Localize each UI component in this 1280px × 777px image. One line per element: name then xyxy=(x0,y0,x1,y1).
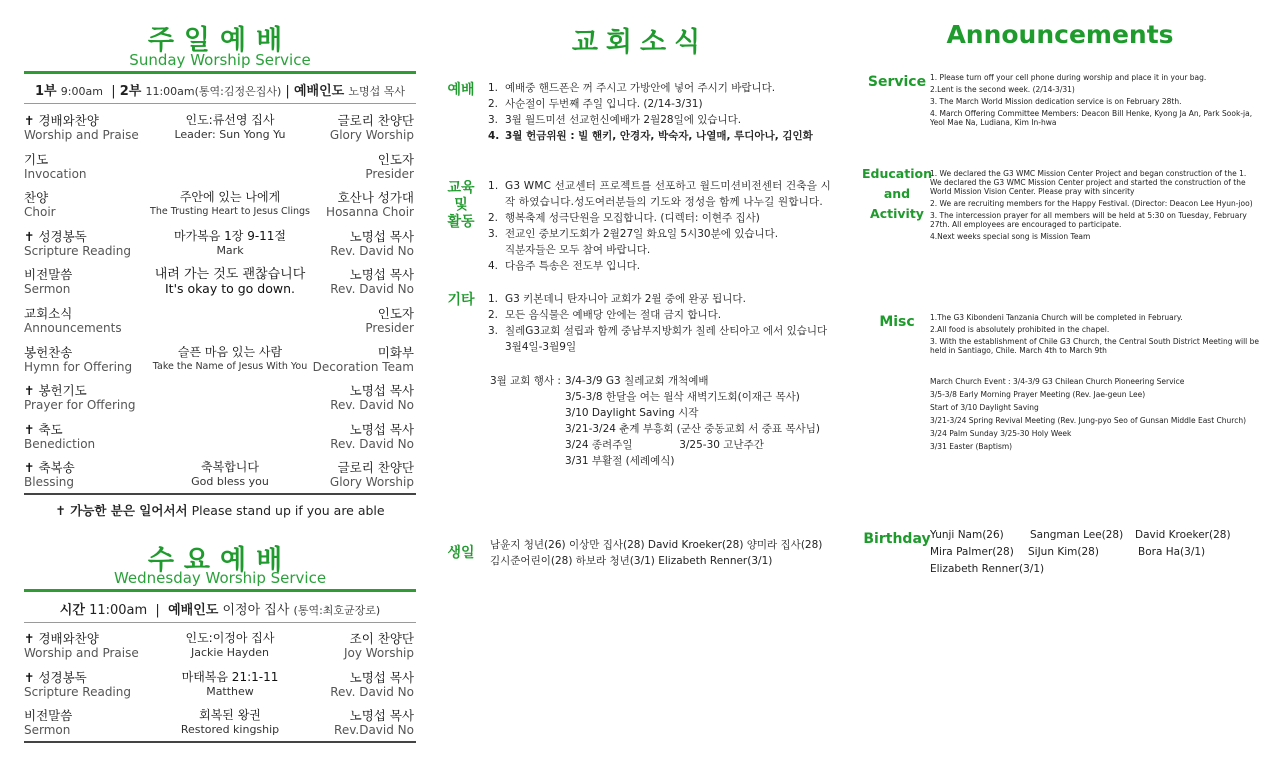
item-text: G3 키본데니 탄자니아 교회가 2월 중에 완공 됩니다. xyxy=(505,293,746,305)
order-row xyxy=(24,345,414,381)
divider xyxy=(24,493,416,495)
order-detail-kr: 인도:이정아 집사 xyxy=(185,631,275,645)
order-leader-en: Rev. David No xyxy=(330,282,414,297)
divider xyxy=(24,741,416,743)
item-text: 예배중 핸드폰은 꺼 주시고 가방안에 넣어 주시기 바랍니다. xyxy=(505,82,776,94)
announcements-title: Announcements xyxy=(946,20,1174,49)
order-row xyxy=(24,152,414,188)
order-item-en: Sermon xyxy=(24,282,71,297)
order-detail-kr: 슬픈 마음 있는 사람 xyxy=(177,344,283,359)
birthday-entry: Bora Ha(3/1) xyxy=(1138,546,1206,558)
order-leader-cell xyxy=(284,383,414,412)
event-text: 3/21-3/24 춘계 부흥회 (군산 중동교회 서 중표 목사님) xyxy=(565,423,820,435)
event-item: Start of 3/10 Daylight Saving xyxy=(930,403,1039,412)
service2-time: 11:00am(통역:김정은집사) xyxy=(145,85,282,98)
announcement-item: 1.The G3 Kibondeni Tanzania Church will be completed in February. xyxy=(930,313,1183,322)
order-item-cell xyxy=(24,631,154,660)
order-item-kr: 교회소식 xyxy=(24,306,73,321)
order-leader-en: Rev.David No xyxy=(334,723,414,738)
announcement-item: 3. With the establishment of Chile G3 Church, the Central South District Meeting will be held in Santiago, Chile. March 4th to March 9th xyxy=(930,337,1259,355)
order-item-en: Scripture Reading xyxy=(24,243,131,258)
order-item-en: Hymn for Offering xyxy=(24,359,133,374)
order-leader-cell xyxy=(284,345,414,374)
order-leader-cell xyxy=(284,113,414,142)
education-label-text: 교육 및 활동 xyxy=(447,180,475,230)
order-leader-kr: 노명섭 목사 xyxy=(349,383,414,399)
order-leader-kr: 조이 찬양단 xyxy=(349,631,414,646)
service-news-list xyxy=(488,80,834,144)
event-text: 3/31 부활절 (세례예식) xyxy=(565,455,675,467)
order-row xyxy=(24,306,414,342)
leader-name: 이정아 집사 xyxy=(222,603,290,618)
order-leader-en: Rev. David No xyxy=(330,436,414,451)
event-announcements xyxy=(930,375,1260,453)
order-detail-en: Restored kingship xyxy=(180,723,280,737)
events-heading: 3월 교회 행사 : xyxy=(490,375,561,387)
order-item-cell xyxy=(24,460,154,489)
order-detail-en: It's okay to go down. xyxy=(165,281,295,297)
order-item-cell xyxy=(24,306,154,335)
church-news-column xyxy=(440,0,840,777)
order-detail-en: The Trusting Heart to Jesus Clings xyxy=(150,206,310,218)
order-detail-kr: 내려 가는 것도 괜찮습니다 xyxy=(154,267,306,283)
announcement-item: 2. We are recruiting members for the Happy Festival. (Director: Deacon Lee Hyun-joo) xyxy=(930,199,1253,208)
order-leader-cell xyxy=(284,152,414,181)
education-announcements xyxy=(930,169,1260,244)
order-row xyxy=(24,631,414,667)
order-detail-en: God bless you xyxy=(191,475,269,489)
event-text: 3/10 Daylight Saving 시작 xyxy=(565,407,699,419)
wednesday-info: 시간 11:00am | 예배인도 이정아 집사 (통역:최호균장로) xyxy=(59,603,381,618)
order-detail-kr: 회복된 왕권 xyxy=(199,708,261,723)
order-leader-kr: 노명섭 목사 xyxy=(349,267,414,283)
interpreter: (통역:최호균장로) xyxy=(293,604,381,617)
order-item-cell xyxy=(24,708,154,737)
order-item-en: Worship and Praise xyxy=(24,646,139,660)
announcement-item: 3. The March World Mission dedication service is on February 28th. xyxy=(930,97,1182,106)
education-label xyxy=(862,164,932,224)
birthday-line: 남윤지 청년(26) 이상만 집사(28) David Kroeker(28) 양미라 집사(28) xyxy=(490,539,823,551)
service-label: Service xyxy=(867,74,927,90)
order-item-kr: ✝ 경배와찬양 xyxy=(24,113,99,128)
order-row xyxy=(24,383,414,419)
order-leader-cell xyxy=(284,229,414,258)
announcement-item: 1. Please turn off your cell phone during worship and place it in your bag. xyxy=(930,73,1207,82)
list-item-continuation: 직분자들은 모두 참여 바랍니다. xyxy=(505,244,651,256)
order-item-en: Sermon xyxy=(24,723,71,738)
sunday-title-en: Sunday Worship Service xyxy=(129,51,311,69)
birthday-entry: SiJun Kim(28) xyxy=(1028,546,1099,558)
order-detail-en: Mark xyxy=(216,243,244,257)
wednesday-title-en: Wednesday Worship Service xyxy=(113,569,327,587)
leader-label: 예배인도 xyxy=(293,84,345,99)
order-leader-kr: 노명섭 목사 xyxy=(349,669,414,685)
misc-announcements xyxy=(930,313,1260,358)
order-leader-en: Glory Worship xyxy=(329,475,414,490)
time-value: 11:00am xyxy=(89,603,148,618)
order-leader-kr: 노명섭 목사 xyxy=(349,228,414,244)
order-item-en: Invocation xyxy=(24,166,87,181)
order-item-cell xyxy=(24,113,154,142)
order-item-cell xyxy=(24,422,154,451)
stand-note-kr: ✝ 가능한 분은 일어서서 xyxy=(55,503,188,518)
event-item: 3/24 Palm Sunday 3/25-30 Holy Week xyxy=(930,429,1072,438)
event-text: 3/5-3/8 한달을 여는 월삭 새벽기도회(이재근 목사) xyxy=(565,391,800,403)
misc-news-list xyxy=(488,291,834,355)
education-label-line: and xyxy=(883,186,911,201)
announcement-item: 1. We declared the G3 WMC Mission Center Project and began construction of the 1. We declared the G3 WMC Mission Center project and started the construction of the World Mission Vision Center. Please pray with sincerity xyxy=(930,169,1247,196)
order-detail-kr: 마가복음 1장 9-11절 xyxy=(173,228,287,243)
order-row xyxy=(24,708,414,744)
stand-note xyxy=(24,501,416,519)
item-text: 사순절이 두번째 주일 입니다. (2/14-3/31) xyxy=(505,98,703,110)
birthday-entry: Sangman Lee(28) xyxy=(1030,529,1124,541)
order-item-cell xyxy=(24,383,154,412)
leader-name: 노명섭 목사 xyxy=(348,85,405,98)
education-label xyxy=(446,180,476,231)
birthday-label: Birthday xyxy=(863,531,931,547)
birthday-line: 김시준어린이(28) 하보라 청년(3/1) Elizabeth Renner(3/1) xyxy=(490,555,773,567)
order-item-en: Scripture Reading xyxy=(24,684,131,699)
order-leader-cell xyxy=(284,267,414,296)
list-item: 1. 예배중 핸드폰은 꺼 주시고 가방안에 넣어 주시기 바랍니다. xyxy=(488,82,776,94)
order-leader-en: Rev. David No xyxy=(330,684,414,699)
event-text: 3/24 종려주일 3/25-30 고난주간 xyxy=(565,439,764,451)
order-detail-kr: 축복합니다 xyxy=(201,460,259,475)
order-detail-kr: 마태복음 21:1-11 xyxy=(181,669,279,684)
order-item-kr: 봉헌찬송 xyxy=(24,344,73,360)
divider xyxy=(24,622,416,623)
list-item: 2. 모든 음식물은 예배당 안에는 절대 금지 합니다. xyxy=(488,309,722,321)
order-detail-en: Jackie Hayden xyxy=(191,646,269,659)
leader-label: 예배인도 xyxy=(168,603,219,618)
item-text: 3월 헌금위원 : 빌 핸키, 안경자, 박숙자, 나열매, 루디아나, 김인화 xyxy=(505,130,813,142)
order-item-kr: ✝ 축도 xyxy=(24,421,63,437)
order-item-en: Announcements xyxy=(24,321,122,335)
order-item-en: Prayer for Offering xyxy=(24,398,136,413)
announcements-column xyxy=(840,0,1280,777)
service-label: 예배 xyxy=(447,82,475,98)
misc-label: Misc xyxy=(879,314,915,330)
event-item xyxy=(490,437,830,453)
order-row xyxy=(24,670,414,706)
birthday-entry: Elizabeth Renner(3/1) xyxy=(930,563,1045,575)
event-text: 3/4-3/9 G3 칠레교회 개척예배 xyxy=(565,375,709,387)
order-leader-kr: 글로리 찬양단 xyxy=(337,460,414,476)
announcement-item: 2.Lent is the second week. (2/14-3/31) xyxy=(930,85,1075,94)
order-leader-kr: 노명섭 목사 xyxy=(349,421,414,437)
order-leader-en: Presider xyxy=(365,166,414,181)
list-item: 1. G3 키본데니 탄자니아 교회가 2월 중에 완공 됩니다. xyxy=(488,293,746,305)
time-label: 시간 xyxy=(59,603,85,618)
church-news-title: 교회소식 xyxy=(571,27,709,58)
order-item-cell xyxy=(24,190,154,219)
misc-label: 기타 xyxy=(447,292,475,308)
wednesday-title-kr: 수요예배 xyxy=(147,545,293,576)
order-item-kr: 기도 xyxy=(24,151,49,167)
event-item: 3/5-3/8 Early Morning Prayer Meeting (Rev. Jae-geun Lee) xyxy=(930,390,1146,399)
item-text: G3 WMC 선교센터 프로젝트를 선포하고 월드미션비전센터 건축을 시작 하였습니다.성도여러분들의 기도와 정성을 함께 나누길 원합니다. xyxy=(505,180,831,208)
order-leader-en: Presider xyxy=(365,321,414,335)
order-leader-cell xyxy=(284,460,414,489)
order-leader-kr: 노명섭 목사 xyxy=(349,708,414,724)
order-leader-kr: 인도자 xyxy=(377,306,414,321)
order-item-kr: ✝ 성경봉독 xyxy=(24,228,87,244)
order-row xyxy=(24,267,414,303)
order-leader-cell xyxy=(284,190,414,219)
list-item: 2. 사순절이 두번째 주일 입니다. (2/14-3/31) xyxy=(488,98,703,110)
worship-order-column xyxy=(0,0,440,777)
order-leader-en: Joy Worship xyxy=(343,646,414,660)
order-leader-cell xyxy=(284,670,414,699)
announcement-item: 3. The intercession prayer for all members will be held at 5:30 on Tuesday, February 27th. All employees are encouraged to participate. xyxy=(930,211,1247,229)
education-label-line: Activity xyxy=(870,206,924,221)
announcement-item: 2.All food is absolutely prohibited in the chapel. xyxy=(930,325,1110,334)
divider xyxy=(24,71,416,74)
divider xyxy=(24,589,416,592)
sunday-info: 1부 9:00am | 2부 11:00am(통역:김정은집사) | 예배인도 노명섭 목사 xyxy=(35,84,405,99)
order-leader-kr: 호산나 성가대 xyxy=(337,190,414,206)
order-item-kr: 비전말씀 xyxy=(24,267,73,283)
order-leader-en: Decoration Team xyxy=(312,359,414,374)
order-detail-en: Leader: Sun Yong Yu xyxy=(174,128,286,141)
march-events xyxy=(490,373,830,469)
order-item-en: Worship and Praise xyxy=(24,128,139,142)
order-item-cell xyxy=(24,152,154,181)
service2-label: 2부 xyxy=(119,84,142,99)
item-text: 칠레G3교회 설립과 함께 중남부지방회가 칠레 산티아고 에서 있습니다 xyxy=(505,325,828,337)
birthday-entry: Yunji Nam(26) xyxy=(930,529,1004,541)
order-row xyxy=(24,229,414,265)
order-leader-en: Glory Worship xyxy=(329,128,414,142)
event-item: March Church Event : 3/4-3/9 G3 Chilean Church Pioneering Service xyxy=(930,377,1185,386)
event-item xyxy=(490,373,830,389)
order-detail-kr: 주안에 있는 나에게 xyxy=(179,190,281,205)
order-row xyxy=(24,190,414,226)
service1-time: 9:00am xyxy=(60,85,103,98)
order-item-cell xyxy=(24,267,154,296)
item-text: 전교인 중보기도회가 2월27일 화요일 5시30분에 있습니다. xyxy=(505,228,779,240)
education-label-line: Education xyxy=(862,166,932,181)
item-text: 다음주 특송은 전도부 입니다. xyxy=(505,260,641,272)
list-item: 1. G3 WMC 선교센터 프로젝트를 선포하고 월드미션비전센터 건축을 시작 하였습니다.성도여러분들의 기도와 정성을 함께 나누길 원합니다. xyxy=(488,180,831,208)
announcement-item: 4. March Offering Committee Members: Deacon Bill Henke, Kyong Ja An, Park Sook-ja, Yeol Mae Na, Ludiana, Kim In-hwa xyxy=(930,109,1253,127)
event-item xyxy=(490,453,830,469)
event-item: 3/31 Easter (Baptism) xyxy=(930,442,1013,451)
order-row xyxy=(24,422,414,458)
service1-label: 1부 xyxy=(35,84,57,99)
order-item-en: Blessing xyxy=(24,475,75,490)
list-item: 3. 전교인 중보기도회가 2월27일 화요일 5시30분에 있습니다. xyxy=(488,228,779,240)
education-news-list xyxy=(488,178,834,274)
birthday-list xyxy=(490,537,830,569)
birthday-entry: David Kroeker(28) xyxy=(1135,529,1231,541)
event-item xyxy=(490,405,830,421)
order-item-en: Benediction xyxy=(24,436,96,451)
order-leader-kr: 미화부 xyxy=(377,344,414,360)
order-item-kr: ✝ 성경봉독 xyxy=(24,669,87,685)
order-item-cell xyxy=(24,670,154,699)
order-leader-cell xyxy=(284,306,414,335)
list-item: 3. 3월 월드미션 선교헌신예배가 2월28일에 있습니다. xyxy=(488,114,742,126)
event-item: 3/21-3/24 Spring Revival Meeting (Rev. Jung-pyo Seo of Gunsan Middle East Church) xyxy=(930,416,1247,425)
list-item: 4. 다음주 특송은 전도부 입니다. xyxy=(488,260,641,272)
order-item-kr: 찬양 xyxy=(24,190,49,206)
birthday-entry: Mira Palmer(28) xyxy=(930,546,1014,558)
sunday-title-kr: 주일예배 xyxy=(147,25,293,56)
order-leader-en: Hosanna Choir xyxy=(326,205,414,220)
order-leader-en: Rev. David No xyxy=(330,243,414,258)
birthday-label: 생일 xyxy=(447,545,475,561)
order-leader-cell xyxy=(284,708,414,737)
order-leader-cell xyxy=(284,422,414,451)
order-leader-kr: 글로리 찬양단 xyxy=(337,113,414,128)
order-item-cell xyxy=(24,345,154,374)
order-item-kr: ✝ 축복송 xyxy=(24,460,75,476)
order-detail-en: Matthew xyxy=(206,684,254,698)
event-item xyxy=(490,389,830,405)
order-detail-en: Take the Name of Jesus With You xyxy=(152,360,308,372)
order-leader-cell xyxy=(284,631,414,660)
item-text: 모든 음식물은 예배당 안에는 절대 금지 합니다. xyxy=(505,309,722,321)
item-text: 3월 월드미션 선교헌신예배가 2월28일에 있습니다. xyxy=(505,114,742,126)
order-item-kr: 비전말씀 xyxy=(24,708,73,724)
event-item xyxy=(490,421,830,437)
order-item-cell xyxy=(24,229,154,258)
list-item: 3. 칠레G3교회 설립과 함께 중남부지방회가 칠레 산티아고 에서 있습니다 xyxy=(488,325,828,337)
list-item: 2. 행복축제 성극단원을 모집합니다. (디렉터: 이현주 집사) xyxy=(488,212,760,224)
order-detail-kr: 인도:류선영 집사 xyxy=(185,113,275,127)
order-row xyxy=(24,460,414,496)
order-item-kr: ✝ 봉헌기도 xyxy=(24,383,87,399)
announcement-item: 4.Next weeks special song is Mission Team xyxy=(930,232,1091,241)
order-item-kr: ✝ 경배와찬양 xyxy=(24,631,99,646)
order-leader-kr: 인도자 xyxy=(377,151,414,167)
order-row xyxy=(24,113,414,149)
stand-note-en: Please stand up if you are able xyxy=(191,503,385,518)
divider xyxy=(24,103,416,104)
service-announcements xyxy=(930,73,1260,130)
list-item: 4. 3월 헌금위원 : 빌 핸키, 안경자, 박숙자, 나열매, 루디아나, 김인화 xyxy=(488,130,813,142)
item-text: 행복축제 성극단원을 모집합니다. (디렉터: 이현주 집사) xyxy=(505,212,760,224)
list-item-continuation: 3월4일-3월9일 xyxy=(505,341,577,353)
order-item-en: Choir xyxy=(24,205,56,220)
order-leader-en: Rev. David No xyxy=(330,398,414,413)
